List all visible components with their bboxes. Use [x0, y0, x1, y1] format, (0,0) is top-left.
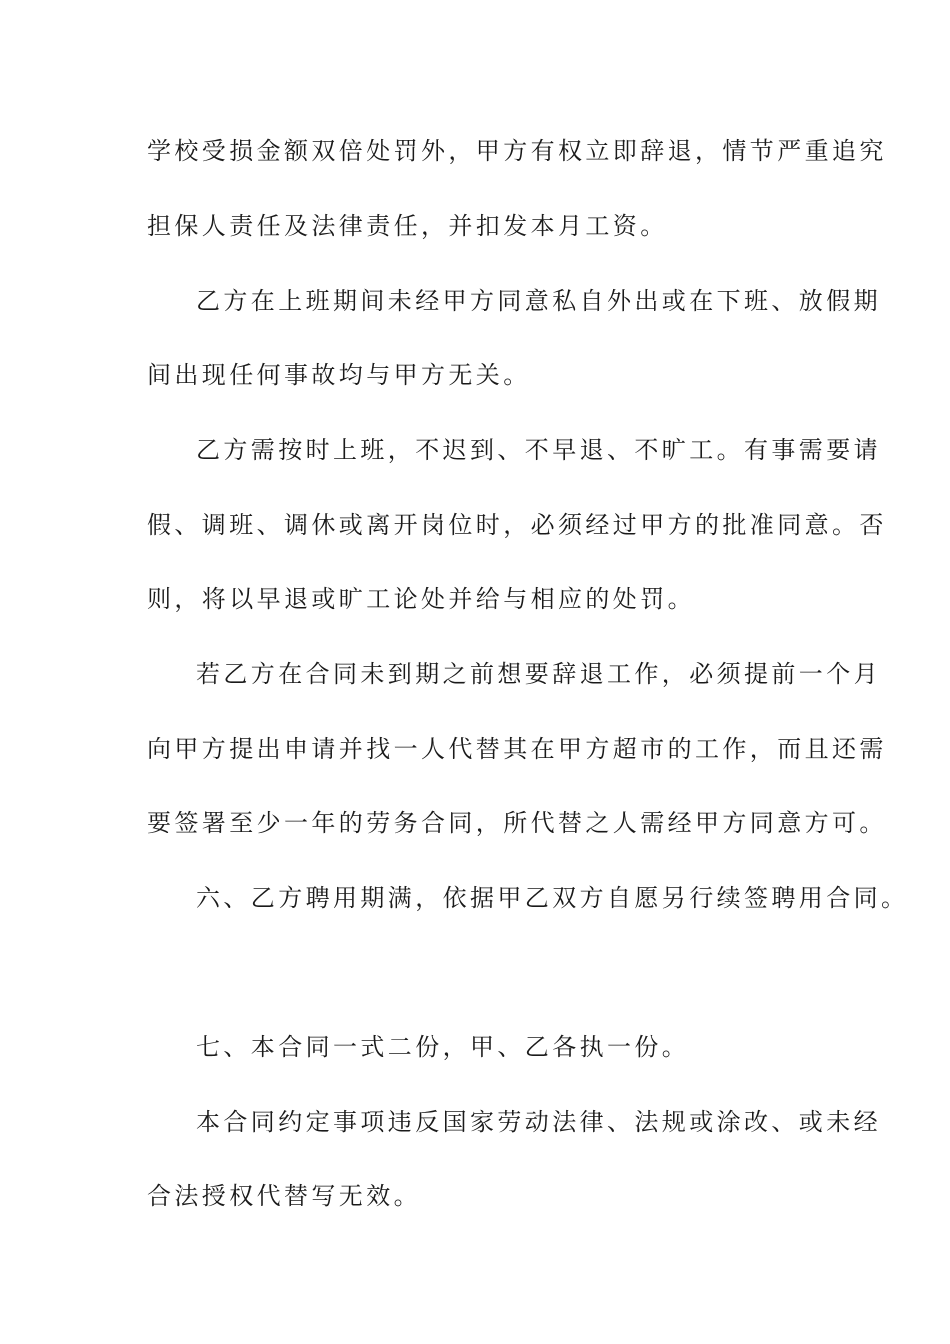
paragraph-start-line: 乙方在上班期间未经甲方同意私自外出或在下班、放假期 — [196, 287, 881, 315]
text-line: 假、调班、调休或离开岗位时，必须经过甲方的批准同意。否 — [147, 511, 887, 539]
text-line: 要签署至少一年的劳务合同，所代替之人需经甲方同意方可。 — [147, 809, 887, 837]
clause-seven-line: 七、本合同一式二份，甲、乙各执一份。 — [196, 1033, 690, 1061]
paragraph-start-line: 本合同约定事项违反国家劳动法律、法规或涂改、或未经 — [196, 1108, 881, 1136]
paragraph-start-line: 乙方需按时上班，不迟到、不早退、不旷工。有事需要请 — [196, 436, 881, 464]
text-line: 担保人责任及法律责任，并扣发本月工资。 — [147, 212, 668, 240]
paragraph-start-line: 若乙方在合同未到期之前想要辞退工作，必须提前一个月 — [196, 660, 881, 688]
text-line: 间出现任何事故均与甲方无关。 — [147, 361, 531, 389]
clause-six-line: 六、乙方聘用期满，依据甲乙双方自愿另行续签聘用合同。 — [196, 884, 909, 912]
text-line: 学校受损金额双倍处罚外，甲方有权立即辞退，情节严重追究 — [147, 137, 887, 165]
text-line: 则，将以早退或旷工论处并给与相应的处罚。 — [147, 585, 695, 613]
text-line: 向甲方提出申请并找一人代替其在甲方超市的工作，而且还需 — [147, 735, 887, 763]
text-line: 合法授权代替写无效。 — [147, 1182, 421, 1210]
